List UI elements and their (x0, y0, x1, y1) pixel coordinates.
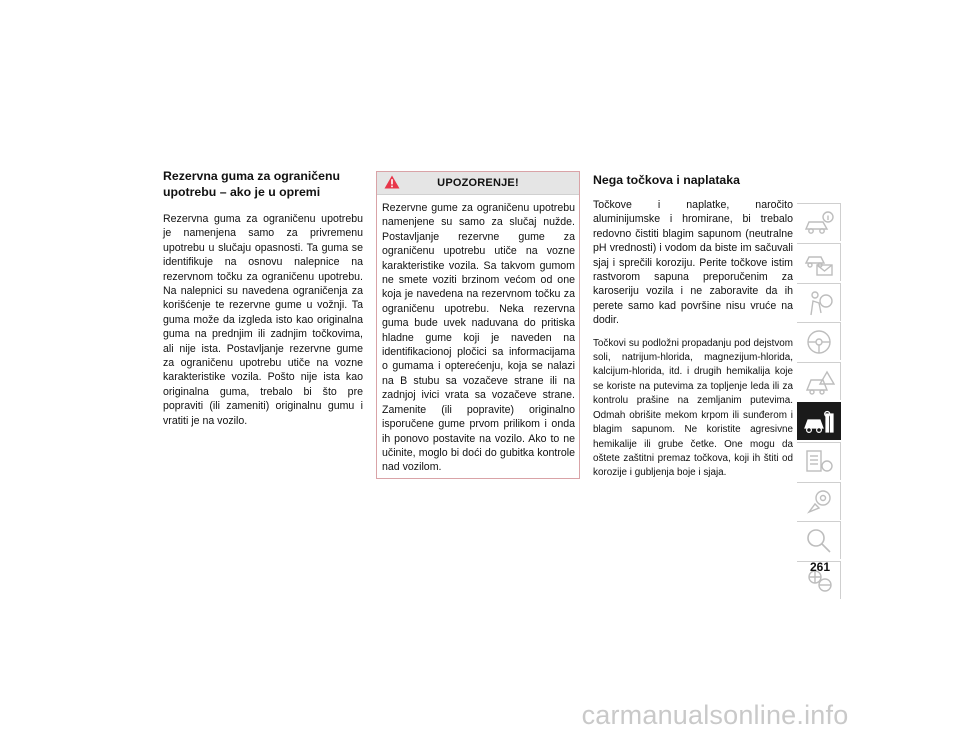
specifications-icon (803, 488, 835, 516)
tab-airbag[interactable] (797, 283, 841, 321)
tab-maintenance[interactable] (797, 442, 841, 480)
chapter-tabs (797, 203, 841, 601)
warning-body: Rezervne gume za ograničenu upotrebu namenjene su samo za slučaj nužde. Postavljanje rezervne gume za ograničenu upotrebu utiče na vozne karakteristike vozila. Sa takvom gumom ne smete voziti brzinom većom od one koja je navedena na rezervnom točku za ograničenu upotrebu. Neka rezervna guma bude uvek naduvana do pritiska hladne gume koji je naveden na identifikacionoj pločici sa informacijama o gumama i opterećenju, koja se nalazi na B stubu sa vozačeve strane ili na zadnjoj ivici vrata sa vozačeve strane. Zamenite (ili popravite) originalno isporučene gume prvom prilikom i onda ih ponovo postavite na vozilo. Ako to ne učinite, moglo bi doći do gubitka kontrole nad vozilom. (382, 202, 575, 474)
warning-title: UPOZORENJE! (437, 177, 519, 189)
page-number: 261 (809, 560, 831, 574)
wheel-care-paragraph-2: Točkovi su podložni propadanju pod dejstvom soli, natrijum-hlorida, magnezijum-hlorida, kalcijum-hlorida, itd. i drugih hemikalija koje se koriste na putevima za topljenje leda ili za kontrolu prašine na zemljanim putevima. Odmah obrišite mekom krpom ili sunđerom i blagim sapunom. Ne koristite agresivne hemikalije ili grube četke. One mogu da oštete zaštitni premaz točkova, koji ih štiti od korozije i gubljenja boje i sjaja. (593, 337, 793, 479)
tab-specifications[interactable] (797, 482, 841, 520)
maintenance-list-icon (803, 448, 835, 476)
car-info-icon (803, 209, 835, 237)
spare-tire-heading (163, 168, 363, 200)
tab-car-warning[interactable] (797, 362, 841, 400)
left-column (163, 168, 363, 428)
airbag-person-icon (803, 289, 835, 317)
warning-box (376, 171, 580, 479)
spare-tire-body: Rezervna guma za ograničenu upotrebu je namenjena samo za privremenu upotrebu u slučaju opasnosti. Ta guma se identifikuje na osnovu nalepnice na rezervnom točku za ograničenu upotrebu. Na nalepnici su navedena ograničenja za korišćenje te rezervne gume u vožnji. Ta guma može da izgleda isto kao originalna guma na prednjim ili zadnjim točkovima, ali nije ista. Postavljanje rezervne gume za ograničenu upotrebu utiče na vozne karakteristike vozila. Pošto nije ista kao originalna guma, trebalo bi što pre popraviti (ili zameniti) originalnu gumu i vratiti je na vozilo. (163, 213, 363, 427)
car-service-tools-icon (803, 408, 835, 436)
tab-car-message[interactable] (797, 243, 841, 281)
right-column (593, 172, 793, 481)
wheel-care-heading: Nega točkova i naplataka (593, 173, 740, 187)
heading-line-1: Rezervna guma za ograničenu (163, 169, 340, 183)
watermark-text: carmanualsonline.info (581, 700, 849, 730)
tab-steering[interactable] (797, 322, 841, 360)
search-magnifier-icon (803, 527, 835, 555)
wheel-care-paragraph-1: Točkove i naplatke, naročito aluminijumske i hromirane, bi trebalo redovno čistiti blagim sapunom (neutralne pH vrednosti) i vodom da biste im sačuvali sjaj i sprečili koroziju. Perite točkove istim rastvorom sapuna preporučenim za karoseriju vozila i ne zaboravite da ih perete samo kad površine nisu vruće na dodir. (593, 199, 793, 327)
heading-line-2: upotrebu – ako je u opremi (163, 185, 321, 199)
car-message-icon (803, 249, 835, 277)
tab-search[interactable] (797, 521, 841, 559)
warning-body-container (377, 195, 579, 478)
warning-header (377, 172, 579, 195)
tab-car-info[interactable] (797, 203, 841, 241)
steering-wheel-icon (803, 328, 835, 356)
car-warning-icon (803, 368, 835, 396)
tab-car-service[interactable] (797, 402, 841, 440)
